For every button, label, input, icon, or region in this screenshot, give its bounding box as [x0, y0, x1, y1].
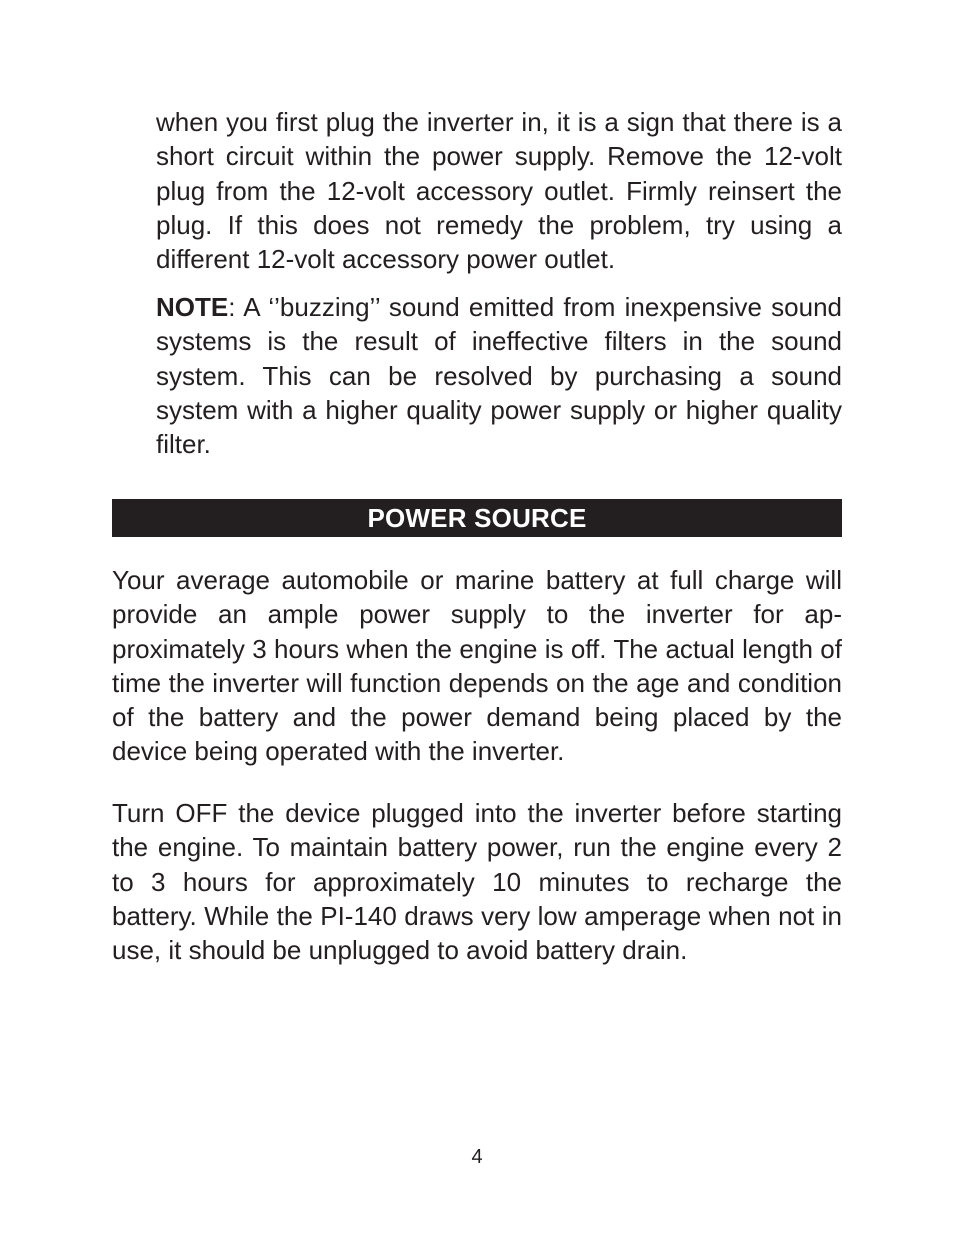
- section-title: POWER SOURCE: [367, 502, 587, 533]
- note-label: NOTE: [156, 292, 229, 322]
- power-source-paragraph-2: Turn OFF the device plugged into the inverter before starting the engine. To maintain battery power, run the engine every 2 to 3 hours for approximately 10 minutes to recharge the battery. While the PI-140 draws very low amperage when not in use, it should be unplugged to avoid battery drain.: [112, 798, 842, 966]
- note-paragraph: [156, 290, 842, 461]
- continuation-paragraph: when you first plug the inverter in, it is a sign that there is a short circuit within the power supply. Remove the 12-volt plug from the 12-volt accessory outlet. Firmly reinsert the plug. If this does not remedy the problem, try using a different 12-volt accessory power outlet.: [156, 107, 842, 275]
- power-source-paragraph-1: Your average automobile or marine battery at full charge will provide an ample power supply to the inverter for approximately 3 hours when the engine is off. The actual length of time the inverter will function depends on the age and condition of the battery and the power demand being placed by the device being operated with the inverter.: [112, 565, 842, 767]
- section-header-bar: [112, 499, 842, 537]
- page-number: 4: [471, 1146, 483, 1168]
- note-text: : A ‘’buzzing’’ sound emitted from inexpensive sound systems is the result of ineffective filters in the sound system. This can be resolved by purchasing a sound system with a higher quality power supply or higher quality filter.: [156, 292, 842, 460]
